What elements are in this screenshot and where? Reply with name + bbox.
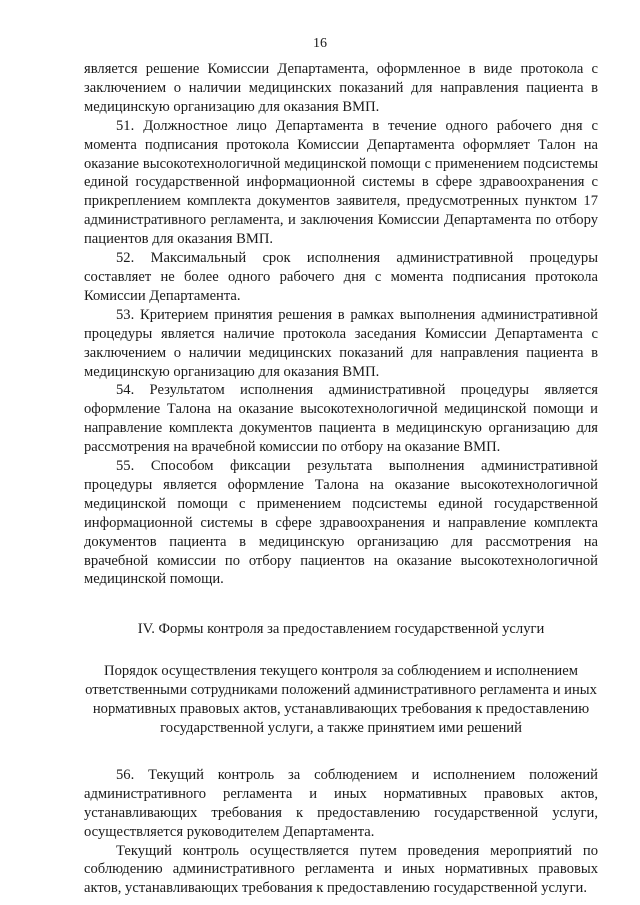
paragraph-continuation: является решение Комиссии Департамента, оформленное в виде протокола с заключением о наличии медицинских показаний для направления пациента в медицинскую организацию для оказания ВМП.	[84, 61, 598, 115]
paragraph-56: 56. Текущий контроль за соблюдением и исполнением положений административного регламента и иных нормативных правовых актов, устанавливающих требования к предоставлению государственной услуги, осуществляется руководителем Департамента.	[84, 766, 598, 840]
paragraph-54: 54. Результатом исполнения административной процедуры является оформление Талона на оказание высокотехнологичной медицинской помощи и направление комплекта документов пациента в медицинскую организацию для рассмотрения на врачебной комиссии по отбору на оказание ВМП.	[84, 382, 598, 456]
document-body	[84, 60, 598, 898]
page-number: 16	[313, 36, 327, 51]
paragraph-52: 52. Максимальный срок исполнения административной процедуры составляет не более одного рабочего дня с момента подписания протокола Комиссии Департамента.	[84, 250, 598, 304]
paragraph-51: 51. Должностное лицо Департамента в течение одного рабочего дня с момента подписания протокола Комиссии Департамента оформляет Талон на оказание высокотехнологичной медицинской помощи с применением подсистемы единой государственной информационной системы в сфере здравоохранения с прикреплением комплекта документов заявителя, предусмотренных пунктом 17 административного регламента, и заключения Комиссии Департамента по отбору пациентов для оказания ВМП.	[84, 117, 598, 248]
subsection-title: Порядок осуществления текущего контроля за соблюдением и исполнением ответственными сотрудниками положений административного регламента и иных нормативных правовых актов, устанавливающих требования к предоставлению государственной услуги, а также принятием ими решений	[85, 663, 597, 736]
paragraph-current-control: Текущий контроль осуществляется путем проведения мероприятий по соблюдению административного регламента и иных нормативных правовых актов, устанавливающих требования к предоставлению государственной услуги.	[84, 842, 598, 897]
section-title: IV. Формы контроля за предоставлением государственной услуги	[137, 621, 545, 638]
paragraph-55: 55. Способом фиксации результата выполнения административной процедуры является оформление Талона на оказание высокотехнологичной медицинской помощи с применением подсистемы единой государственной информационной системы в сфере здравоохранения и направление комплекта документов пациента в медицинскую организацию для рассмотрения на врачебной комиссии по отбору пациентов на оказание высокотехнологичной медицинской помощи.	[84, 458, 598, 588]
paragraph-53: 53. Критерием принятия решения в рамках выполнения административной процедуры является наличие протокола заседания Комиссии Департамента с заключением о наличии медицинских показаний для направления пациента в медицинскую организацию для оказания ВМП.	[84, 306, 598, 380]
